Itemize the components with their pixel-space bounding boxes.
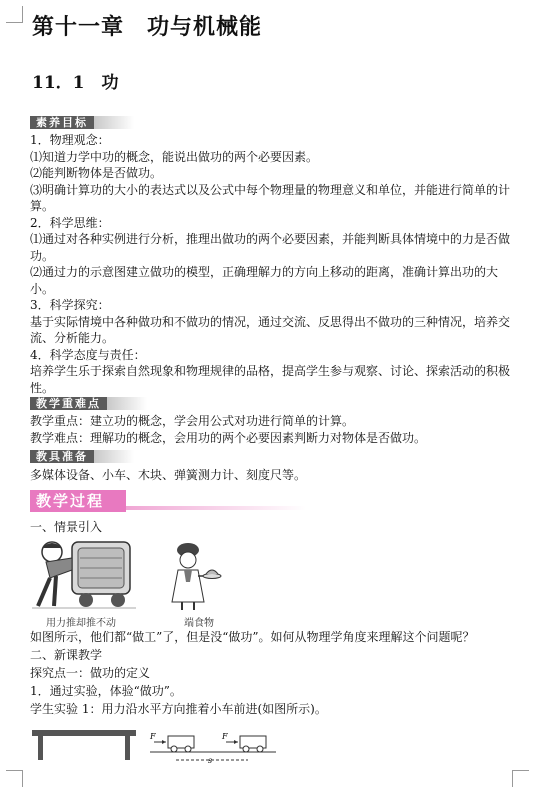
obj-c1-1: ⑴知道力学中功的概念，能说出做功的两个必要因素。 xyxy=(30,149,319,164)
obj-c2-1b: 功。 xyxy=(30,248,55,263)
process-explore-title: 探究点一：做功的定义 xyxy=(30,666,151,680)
process-block xyxy=(30,628,520,718)
force-label-1: F xyxy=(150,732,156,741)
process-heading-bar xyxy=(126,506,306,510)
obj-c1-title: 1．物理观念： xyxy=(30,133,110,147)
cart-motion-diagram xyxy=(148,728,278,764)
obj-c4-b: 性。 xyxy=(30,380,55,395)
obj-c1-3b: 算。 xyxy=(30,199,55,213)
obj-c3-b: 流、分析能力。 xyxy=(30,331,115,345)
crop-mark-top-left xyxy=(6,6,23,23)
obj-c2-1a: ⑴通过对各种实例进行分析，推理出做功的两个必要因素，并能判断具体情境中的力是否做 xyxy=(30,232,511,246)
obj-c4-a: 培养学生乐于探索自然现象和物理规律的品格，提高学生参与观察、讨论、探索活动的积极 xyxy=(30,364,511,378)
process-question: 如图所示，他们都“做工”了，但是没“做功”。如何从物理学角度来理解这个问题呢？ xyxy=(30,630,475,644)
process-intro-title: 一、情景引入 xyxy=(30,520,103,534)
distance-label: s xyxy=(208,756,213,764)
obj-c1-3a: ⑶明确计算功的大小的表达式以及公式中每个物理量的物理意义和单位，并能进行简单的计 xyxy=(30,182,511,197)
crop-mark-bottom-right xyxy=(512,770,529,787)
key-difficulty: 教学难点：理解功的概念，会用功的两个必要因素判断力对物体是否做功。 xyxy=(30,430,427,445)
obj-c2-title: 2．科学思维： xyxy=(30,215,110,230)
process-experiment-1: 学生实验 1：用力沿水平方向推着小车前进(如图所示)。 xyxy=(30,702,327,716)
caption-serve: 端食物 xyxy=(184,618,214,629)
materials-text: 多媒体设备、小车、木块、弹簧测力计、刻度尺等。 xyxy=(30,468,307,482)
key-focus: 教学重点：建立功的概念，学会用公式对功进行简单的计算。 xyxy=(30,414,355,428)
obj-c2-2: ⑵通过力的示意图建立做功的模型，正确理解力的方向上移动的距离，准确计算出功的大小。 xyxy=(30,265,499,296)
table-figure xyxy=(28,722,140,762)
caption-push: 用力推却推不动 xyxy=(46,618,116,629)
obj-c3-a: 基于实际情境中各种做功和不做功的情况，通过交流、反思得出不做功的三种情况，培养交 xyxy=(30,314,511,329)
crop-mark-bottom-left xyxy=(6,770,23,787)
obj-c3-title: 3．科学探究： xyxy=(30,298,110,312)
pushing-cart-figure xyxy=(28,536,138,612)
heading-objectives: 素养目标 xyxy=(30,116,94,129)
heading-key-points: 教学重难点 xyxy=(30,397,107,410)
heading-materials: 教具准备 xyxy=(30,450,94,463)
serving-food-figure xyxy=(166,542,222,612)
key-points-block xyxy=(30,413,520,446)
section-title: 11．1 功 xyxy=(32,73,119,93)
process-new-lesson-title: 二、新课教学 xyxy=(30,648,103,662)
chapter-title: 第十一章 功与机械能 xyxy=(32,14,263,40)
obj-c1-2: ⑵能判断物体是否做功。 xyxy=(30,166,163,180)
obj-c4-title: 4．科学态度与责任： xyxy=(30,347,146,362)
objectives-block xyxy=(30,132,520,396)
process-step-1: 1．通过实验，体验“做功”。 xyxy=(30,684,182,698)
force-label-2: F xyxy=(222,732,228,741)
heading-process: 教学过程 xyxy=(30,490,126,512)
